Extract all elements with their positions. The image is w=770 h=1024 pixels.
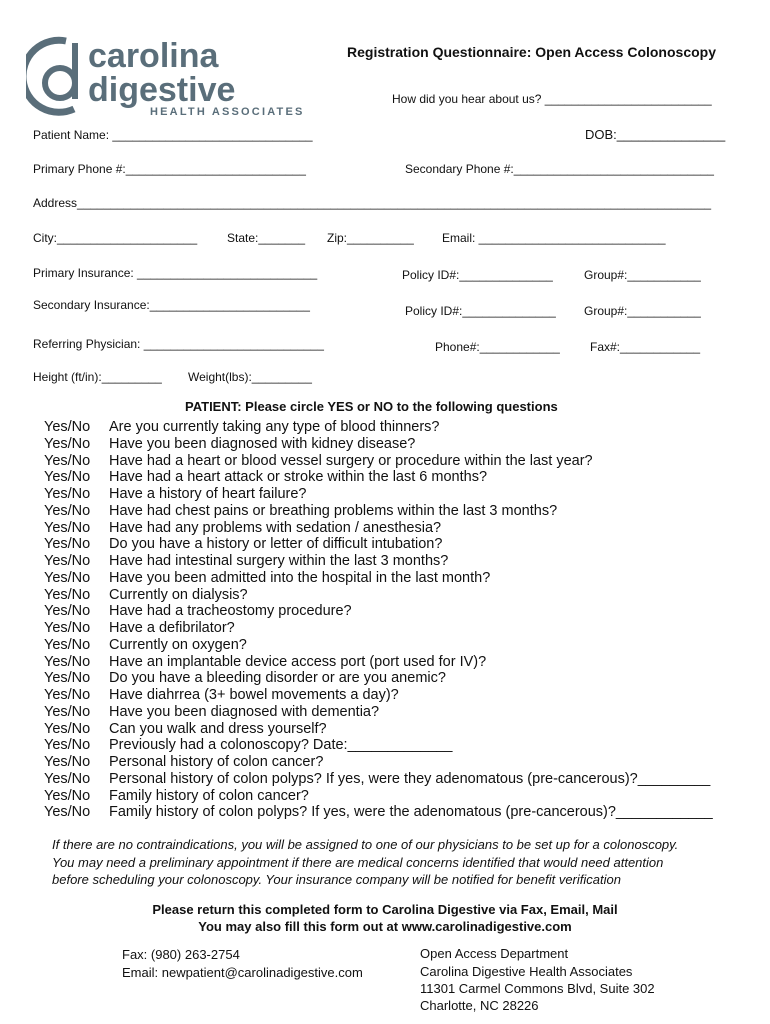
question-row [0,486,770,503]
question-row [0,804,770,821]
yes-no-choice[interactable]: Yes/No [44,787,91,804]
yes-no-choice[interactable]: Yes/No [44,486,91,502]
secondary-insurance-field[interactable]: Secondary Insurance:________________________ [33,298,310,312]
questions-list [0,419,770,824]
policy-id-field-2[interactable]: Policy ID#:______________ [405,304,556,318]
question-row [0,553,770,570]
yes-no-choice[interactable]: Yes/No [44,435,91,452]
question-row [0,704,770,721]
contact-fax: Fax: (980) 263-2754 [122,947,240,962]
question-text: Have a defibrilator? [109,620,235,636]
question-row [0,469,770,486]
question-text: Family history of colon polyps? If yes, were the adenomatous (pre-cancerous)?____________ [109,804,713,821]
yes-no-choice[interactable]: Yes/No [44,519,91,536]
question-text: Have an implantable device access port (port used for IV)? [109,653,487,670]
yes-no-choice[interactable]: Yes/No [44,770,91,787]
yes-no-choice[interactable]: Yes/No [44,569,91,586]
referring-physician-field[interactable]: Referring Physician: ___________________________ [33,337,324,351]
logo [26,33,344,121]
question-row [0,503,770,520]
logo-line1: carolina [88,37,219,75]
zip-field[interactable]: Zip:__________ [327,231,414,245]
question-text: Personal history of colon cancer? [109,754,324,770]
question-row [0,754,770,771]
question-row [0,603,770,620]
question-text: Have you been diagnosed with kidney disease? [109,435,416,452]
yes-no-choice[interactable]: Yes/No [44,536,91,553]
policy-id-field-1[interactable]: Policy ID#:______________ [402,268,553,282]
question-text: Have diahrrea (3+ bowel movements a day)? [109,687,399,703]
address-dept: Open Access Department [420,946,569,961]
referral-field[interactable]: How did you hear about us? _________________________ [392,92,712,106]
address-org: Carolina Digestive Health Associates [420,964,633,979]
question-text: Do you have a bleeding disorder or are you anemic? [109,670,446,687]
yes-no-choice[interactable]: Yes/No [44,419,91,435]
question-text: Currently on oxygen? [109,636,247,653]
yes-no-choice[interactable]: Yes/No [44,804,91,821]
question-text: Do you have a history or letter of difficult intubation? [109,536,443,553]
yes-no-choice[interactable]: Yes/No [44,553,91,569]
question-row [0,788,770,805]
primary-insurance-field[interactable]: Primary Insurance: ___________________________ [33,266,318,280]
yes-no-choice[interactable]: Yes/No [44,687,91,703]
logo-line2: digestive [88,71,236,109]
address-street: 11301 Carmel Commons Blvd, Suite 302 [420,981,655,996]
primary-phone-field[interactable]: Primary Phone #:___________________________ [33,162,306,176]
logo-mark [26,33,344,121]
question-text: Personal history of colon polyps? If yes, were they adenomatous (pre-cancerous)?_________ [109,770,711,787]
question-row [0,620,770,637]
return-line-2: You may also fill this form out at www.carolinadigestive.com [198,919,572,934]
question-row [0,654,770,671]
question-row [0,670,770,687]
questions-instructions: PATIENT: Please circle YES or NO to the following questions [185,399,558,414]
yes-no-choice[interactable]: Yes/No [44,620,91,636]
question-text: Have had a tracheostomy procedure? [109,603,352,620]
question-row [0,536,770,553]
question-text: Previously had a colonoscopy? Date:_____________ [109,737,453,754]
question-row [0,737,770,754]
question-text: Have had a heart attack or stroke within the last 6 months? [109,469,488,486]
yes-no-choice[interactable]: Yes/No [44,452,91,469]
patient-name-field[interactable]: Patient Name: ______________________________ [33,128,313,142]
yes-no-choice[interactable]: Yes/No [44,653,91,670]
note-line-1: If there are no contraindications, you will be assigned to one of our physicians to be set up for a colonoscopy. [52,837,679,852]
question-row [0,721,770,738]
weight-field[interactable]: Weight(lbs):_________ [188,370,312,384]
address-field[interactable]: Address_______________________________________________________________________________________________ [33,196,712,210]
physician-phone-field[interactable]: Phone#:____________ [435,340,560,354]
form-title: Registration Questionnaire: Open Access Colonoscopy [347,44,716,60]
question-row [0,771,770,788]
question-row [0,587,770,604]
question-text: Have had a heart or blood vessel surgery or procedure within the last year? [109,452,593,469]
question-text: Family history of colon cancer? [109,787,309,804]
question-row [0,637,770,654]
question-text: Have had chest pains or breathing problems within the last 3 months? [109,502,558,519]
question-text: Are you currently taking any type of blood thinners? [109,419,440,435]
email-field[interactable]: Email: ____________________________ [442,231,666,245]
return-line-1: Please return this completed form to Carolina Digestive via Fax, Email, Mail [152,902,618,917]
yes-no-choice[interactable]: Yes/No [44,502,91,519]
question-row [0,570,770,587]
question-text: Have a history of heart failure? [109,486,307,502]
group-field-1[interactable]: Group#:___________ [584,268,701,282]
city-field[interactable]: City:_____________________ [33,231,198,245]
question-text: Have you been admitted into the hospital in the last month? [109,569,491,586]
contact-email[interactable]: Email: newpatient@carolinadigestive.com [122,965,363,980]
yes-no-choice[interactable]: Yes/No [44,720,91,737]
address-city: Charlotte, NC 28226 [420,998,539,1013]
question-row [0,436,770,453]
height-field[interactable]: Height (ft/in):_________ [33,370,162,384]
yes-no-choice[interactable]: Yes/No [44,703,91,720]
secondary-phone-field[interactable]: Secondary Phone #:______________________________ [405,162,714,176]
question-row [0,687,770,704]
question-row [0,453,770,470]
state-field[interactable]: State:_______ [227,231,306,245]
note-line-3: before scheduling your colonoscopy. Your insurance company will be notified for benefit verification [52,872,621,887]
yes-no-choice[interactable]: Yes/No [44,737,91,754]
yes-no-choice[interactable]: Yes/No [44,670,91,687]
yes-no-choice[interactable]: Yes/No [44,586,91,603]
question-text: Have you been diagnosed with dementia? [109,703,380,720]
question-text: Have had intestinal surgery within the last 3 months? [109,553,449,569]
yes-no-choice[interactable]: Yes/No [44,754,91,770]
question-row [0,520,770,537]
question-text: Can you walk and dress yourself? [109,720,327,737]
note-line-2: You may need a preliminary appointment if there are medical concerns identified that would need attention [52,855,664,870]
logo-line3: HEALTH ASSOCIATES [150,106,305,118]
yes-no-choice[interactable]: Yes/No [44,636,91,653]
group-field-2[interactable]: Group#:___________ [584,304,701,318]
question-row [0,419,770,436]
dob-field[interactable]: DOB:_______________ [585,127,726,142]
question-text: Have had any problems with sedation / anesthesia? [109,519,442,536]
yes-no-choice[interactable]: Yes/No [44,603,91,620]
question-text: Currently on dialysis? [109,586,248,603]
yes-no-choice[interactable]: Yes/No [44,469,91,486]
physician-fax-field[interactable]: Fax#:____________ [590,340,701,354]
